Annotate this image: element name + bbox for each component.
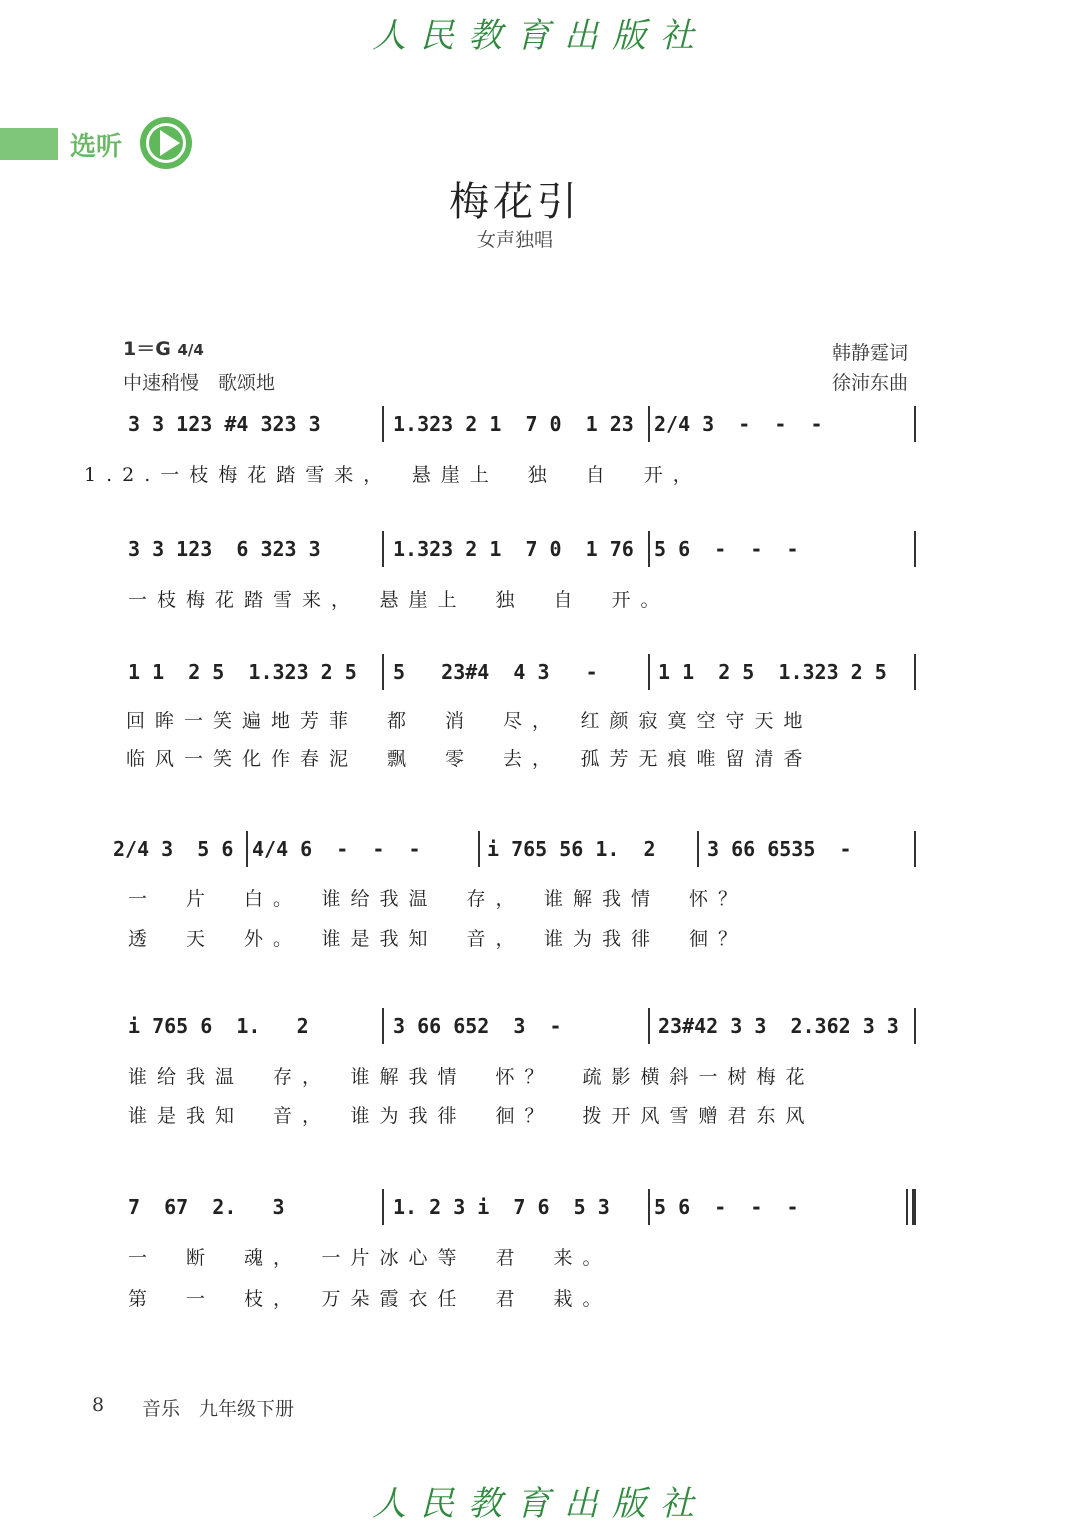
page-number: 8 xyxy=(92,1394,105,1416)
score-measure: 5 6 - - - xyxy=(654,1195,799,1219)
score-measure: 3 3 123 #4 323 3 xyxy=(128,412,321,436)
lyric-line: 一 片 白。 谁给我温 存， 谁解我情 怀？ xyxy=(128,888,748,910)
lyric-line: 一 断 魂， 一片冰心等 君 来。 xyxy=(128,1247,612,1269)
score-measure: 1 1 2 5 1.323 2 5 xyxy=(128,660,357,684)
book-title: 音乐 九年级下册 xyxy=(142,1398,295,1420)
barline xyxy=(914,406,916,442)
key-signature: 1＝G 4/4 xyxy=(123,338,204,360)
barline xyxy=(648,654,650,690)
score-measure: 23#42 3 3 2.362 3 3 xyxy=(658,1014,899,1038)
barline xyxy=(246,831,248,867)
barline xyxy=(382,1008,384,1044)
lyric-line: 一枝梅花踏雪来， 悬崖上 独 自 开。 xyxy=(128,589,670,611)
score-measure: 2/4 3 - - - xyxy=(654,412,823,436)
score-measure: 3 66 652 3 - xyxy=(393,1014,562,1038)
lyric-line: 1.2.一枝梅花踏雪来， 悬崖上 独 自 开， xyxy=(84,464,702,486)
listen-label[interactable]: 选听 xyxy=(70,132,123,162)
lyric-line: 谁是我知 音， 谁为我徘 徊？ 拨开风雪赠君东风 xyxy=(128,1105,815,1127)
lyric-line: 透 天 外。 谁是我知 音， 谁为我徘 徊？ xyxy=(128,928,748,950)
barline xyxy=(697,831,699,867)
barline xyxy=(382,1189,384,1225)
time-signature: 4/4 xyxy=(177,341,204,359)
score-measure: i 765 6 1. 2 xyxy=(128,1014,309,1038)
lyricist: 韩静霆词 xyxy=(832,342,909,364)
score-measure: 2/4 3 5 6 xyxy=(113,837,234,861)
score-measure: i 765 56 1. 2 xyxy=(487,837,656,861)
barline xyxy=(648,1008,650,1044)
lyric-line: 临风一笑化作春泥 飘 零 去， 孤芳无痕唯留清香 xyxy=(126,748,813,770)
barline xyxy=(914,1008,916,1044)
score-measure: 3 3 123 6 323 3 xyxy=(128,537,321,561)
publisher-logo-bottom: 人民教育出版社 xyxy=(372,1484,708,1524)
barline xyxy=(914,831,916,867)
score-measure: 4/4 6 - - - xyxy=(252,837,421,861)
barline xyxy=(382,654,384,690)
score-measure: 1.323 2 1 7 0 1 23 xyxy=(393,412,634,436)
barline xyxy=(382,531,384,567)
barline xyxy=(914,654,916,690)
publisher-logo-top: 人民教育出版社 xyxy=(372,16,708,56)
lyric-line: 第 一 枝， 万朵霞衣任 君 栽。 xyxy=(128,1288,612,1310)
barline xyxy=(648,1189,650,1225)
score-measure: 5 23#4 4 3 - xyxy=(393,660,598,684)
barline xyxy=(906,1189,908,1225)
song-title: 梅花引 xyxy=(449,179,581,225)
tempo-marking: 中速稍慢 歌颂地 xyxy=(123,372,276,394)
score-measure: 5 6 - - - xyxy=(654,537,799,561)
final-barline xyxy=(912,1189,916,1225)
lyric-line: 谁给我温 存， 谁解我情 怀？ 疏影横斜一树梅花 xyxy=(128,1066,815,1088)
song-subtitle: 女声独唱 xyxy=(476,229,553,251)
composer: 徐沛东曲 xyxy=(832,372,909,394)
score-measure: 3 66 6535 - xyxy=(707,837,852,861)
barline xyxy=(914,531,916,567)
score-measure: 1 1 2 5 1.323 2 5 xyxy=(658,660,887,684)
listen-tab-bar xyxy=(0,128,58,160)
play-icon[interactable] xyxy=(140,117,192,169)
score-measure: 1.323 2 1 7 0 1 76 xyxy=(393,537,634,561)
barline xyxy=(648,406,650,442)
lyric-line: 回眸一笑遍地芳菲 都 消 尽， 红颜寂寞空守天地 xyxy=(126,710,813,732)
barline xyxy=(478,831,480,867)
score-measure: 7 67 2. 3 xyxy=(128,1195,285,1219)
barline xyxy=(648,531,650,567)
score-measure: 1. 2 3 i 7 6 5 3 xyxy=(393,1195,610,1219)
barline xyxy=(382,406,384,442)
